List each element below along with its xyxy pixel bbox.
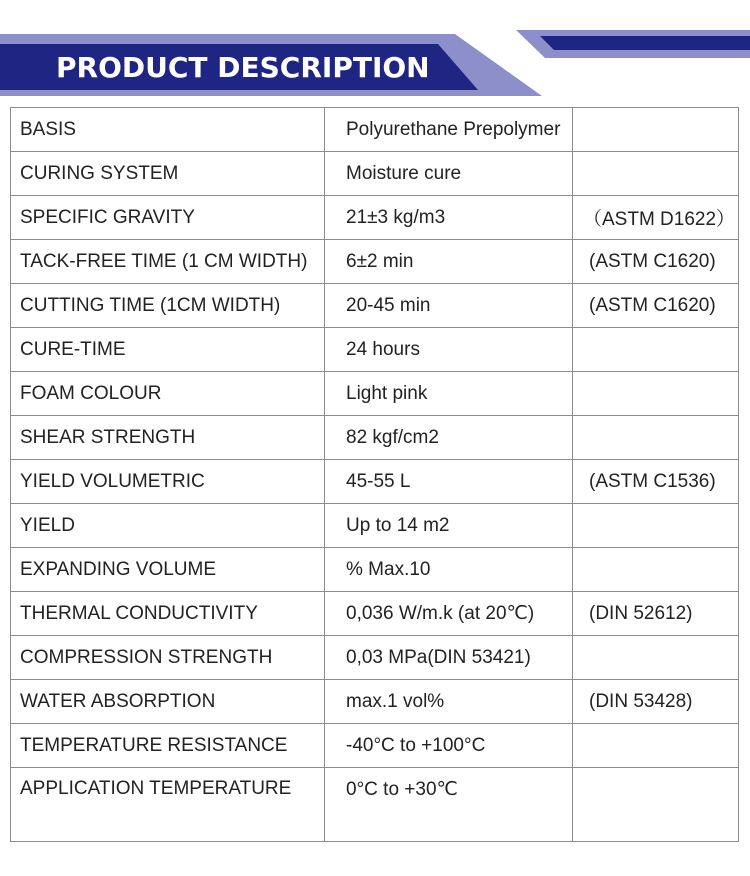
property-cell: FOAM COLOUR xyxy=(11,372,325,416)
table-row xyxy=(11,636,739,680)
table-row xyxy=(11,724,739,768)
header-banner xyxy=(0,0,750,100)
property-cell: CURE-TIME xyxy=(11,328,325,372)
standard-cell xyxy=(573,328,739,372)
table-row xyxy=(11,284,739,328)
standard-cell xyxy=(573,636,739,680)
table-row xyxy=(11,548,739,592)
standard-cell xyxy=(573,768,739,842)
standard-cell xyxy=(573,504,739,548)
table-row xyxy=(11,240,739,284)
property-cell: WATER ABSORPTION xyxy=(11,680,325,724)
table-row xyxy=(11,196,739,240)
table-row xyxy=(11,328,739,372)
standard-cell: (DIN 52612) xyxy=(573,592,739,636)
standard-cell: (ASTM C1536) xyxy=(573,460,739,504)
value-cell: % Max.10 xyxy=(325,548,573,592)
grid-squares-icon xyxy=(0,0,30,30)
table-row xyxy=(11,152,739,196)
table-row xyxy=(11,680,739,724)
standard-cell xyxy=(573,548,739,592)
property-cell: COMPRESSION STRENGTH xyxy=(11,636,325,680)
property-cell: SPECIFIC GRAVITY xyxy=(11,196,325,240)
value-cell: Light pink xyxy=(325,372,573,416)
value-cell: 82 kgf/cm2 xyxy=(325,416,573,460)
value-cell: Moisture cure xyxy=(325,152,573,196)
value-cell: 6±2 min xyxy=(325,240,573,284)
table-row xyxy=(11,372,739,416)
value-cell: 0°C to +30℃ xyxy=(325,768,573,842)
standard-cell xyxy=(573,724,739,768)
value-cell: 24 hours xyxy=(325,328,573,372)
property-cell: YIELD xyxy=(11,504,325,548)
table-row xyxy=(11,504,739,548)
property-cell: TACK-FREE TIME (1 CM WIDTH) xyxy=(11,240,325,284)
page-title: PRODUCT DESCRIPTION xyxy=(56,51,430,84)
standard-cell: (DIN 53428) xyxy=(573,680,739,724)
value-cell: Up to 14 m2 xyxy=(325,504,573,548)
value-cell: 45-55 L xyxy=(325,460,573,504)
table-row xyxy=(11,592,739,636)
table-row xyxy=(11,416,739,460)
banner-right-navy-stripe xyxy=(540,36,750,50)
value-cell: 0,036 W/m.k (at 20℃) xyxy=(325,592,573,636)
table-row xyxy=(11,108,739,152)
property-cell: APPLICATION TEMPERATURE xyxy=(11,768,325,842)
property-cell: TEMPERATURE RESISTANCE xyxy=(11,724,325,768)
property-cell: CUTTING TIME (1CM WIDTH) xyxy=(11,284,325,328)
value-cell: -40°C to +100°C xyxy=(325,724,573,768)
property-cell: BASIS xyxy=(11,108,325,152)
standard-cell: （ASTM D1622） xyxy=(573,196,739,240)
standard-cell xyxy=(573,108,739,152)
value-cell: max.1 vol% xyxy=(325,680,573,724)
value-cell: 0,03 MPa(DIN 53421) xyxy=(325,636,573,680)
standard-cell: (ASTM C1620) xyxy=(573,240,739,284)
property-cell: THERMAL CONDUCTIVITY xyxy=(11,592,325,636)
spec-table xyxy=(10,107,739,842)
table-row xyxy=(11,460,739,504)
standard-cell: (ASTM C1620) xyxy=(573,284,739,328)
value-cell: 20-45 min xyxy=(325,284,573,328)
value-cell: Polyurethane Prepolymer xyxy=(325,108,573,152)
value-cell: 21±3 kg/m3 xyxy=(325,196,573,240)
table-row xyxy=(11,768,739,842)
standard-cell xyxy=(573,416,739,460)
property-cell: SHEAR STRENGTH xyxy=(11,416,325,460)
standard-cell xyxy=(573,152,739,196)
property-cell: CURING SYSTEM xyxy=(11,152,325,196)
property-cell: EXPANDING VOLUME xyxy=(11,548,325,592)
property-cell: YIELD VOLUMETRIC xyxy=(11,460,325,504)
standard-cell xyxy=(573,372,739,416)
